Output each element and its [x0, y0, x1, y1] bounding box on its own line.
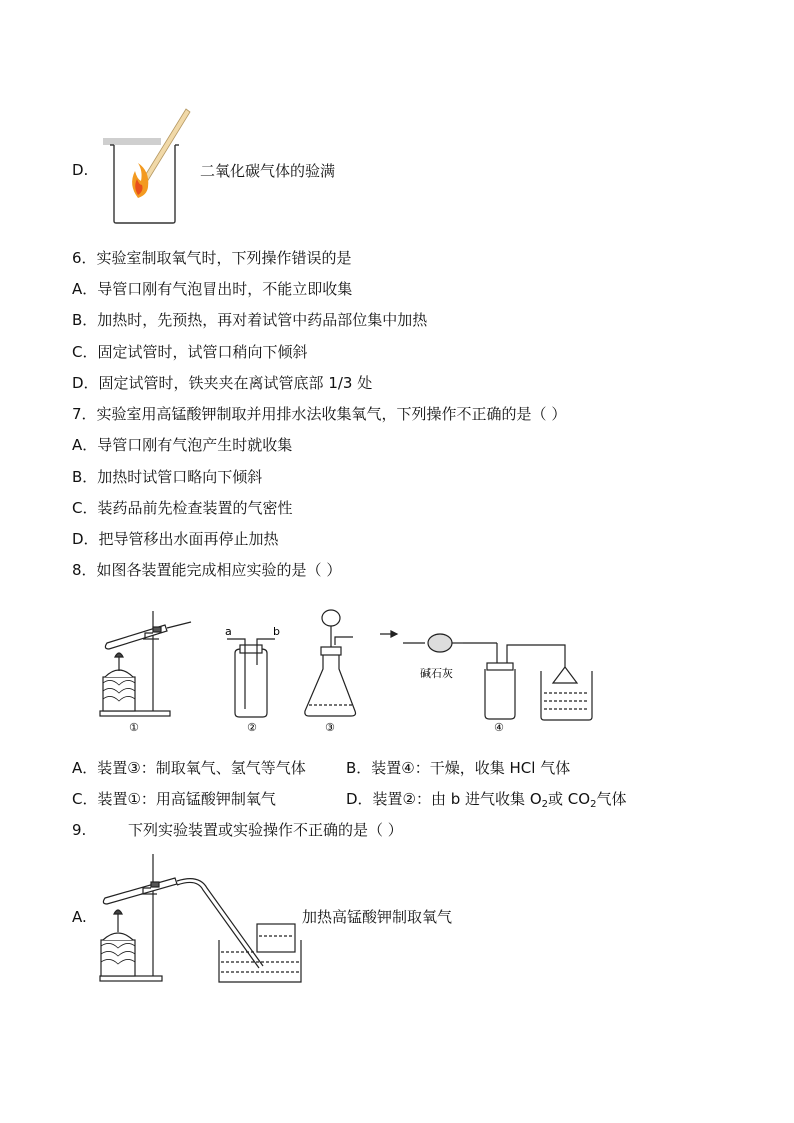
- q8-option-d-sub1: 2: [541, 799, 549, 810]
- q6-option-b: B．加热时，先预热，再对着试管中药品部位集中加热: [72, 311, 428, 329]
- q6-option-d: D．固定试管时，铁夹夹在离试管底部 1/3 处: [72, 374, 373, 392]
- q8-option-d-sub2: 2: [590, 799, 597, 810]
- q8-stem: 8．如图各装置能完成相应实验的是（ ）: [72, 561, 342, 579]
- q9-option-a-label: A.: [72, 908, 87, 926]
- q9-stem: 下列实验装置或实验操作不正确的是（ ）: [128, 821, 403, 839]
- q8-option-d-mid: 或 CO: [548, 790, 591, 808]
- q8-option-d-prefix: D．装置②：由 b 进气收集 O: [346, 790, 542, 808]
- q7-stem: 7．实验室用高锰酸钾制取并用排水法收集氧气，下列操作不正确的是（ ）: [72, 405, 567, 423]
- q6-stem: 6．实验室制取氧气时，下列操作错误的是: [72, 249, 352, 267]
- port-b-label: b: [273, 625, 280, 638]
- q8-option-a: A．装置③：制取氧气、氢气等气体: [72, 759, 306, 777]
- apparatus-4: [380, 631, 592, 720]
- apparatus-1: [100, 611, 191, 716]
- port-a-label: a: [225, 625, 232, 638]
- q8-option-b: B．装置④：干燥，收集 HCl 气体: [346, 759, 571, 777]
- q6-option-a: A．导管口刚有气泡冒出时，不能立即收集: [72, 280, 353, 298]
- q7-option-d: D．把导管移出水面再停止加热: [72, 530, 279, 548]
- q8-apparatus-figure: [95, 605, 595, 740]
- q5-option-d-label: D.: [72, 161, 89, 179]
- apparatus-2-label: ②: [247, 721, 257, 734]
- apparatus-3-label: ③: [325, 721, 335, 734]
- q6-option-c: C．固定试管时，试管口稍向下倾斜: [72, 343, 308, 361]
- apparatus-4-label: ④: [494, 721, 504, 734]
- q7-option-a: A．导管口刚有气泡产生时就收集: [72, 436, 293, 454]
- apparatus-1-label: ①: [129, 721, 139, 734]
- q7-option-b: B．加热时试管口略向下倾斜: [72, 468, 263, 486]
- beaker-lid: [103, 138, 161, 145]
- apparatus-2: [227, 639, 275, 717]
- q9-number: 9.: [72, 821, 87, 839]
- soda-lime-label: 碱石灰: [420, 667, 453, 680]
- q7-option-c: C．装药品前先检查装置的气密性: [72, 499, 293, 517]
- q5-option-d-text: 二氧化碳气体的验满: [200, 162, 336, 180]
- beaker-with-burning-stick-figure: [100, 105, 200, 230]
- q9-option-a-text: 加热高锰酸钾制取氧气: [302, 908, 453, 926]
- q9-heating-kmno4-figure: [95, 848, 305, 988]
- q8-option-c: C．装置①：用高锰酸钾制氧气: [72, 790, 276, 808]
- q8-option-d-suffix: 气体: [596, 790, 627, 808]
- apparatus-3: [305, 610, 356, 716]
- q8-option-d: [346, 789, 626, 815]
